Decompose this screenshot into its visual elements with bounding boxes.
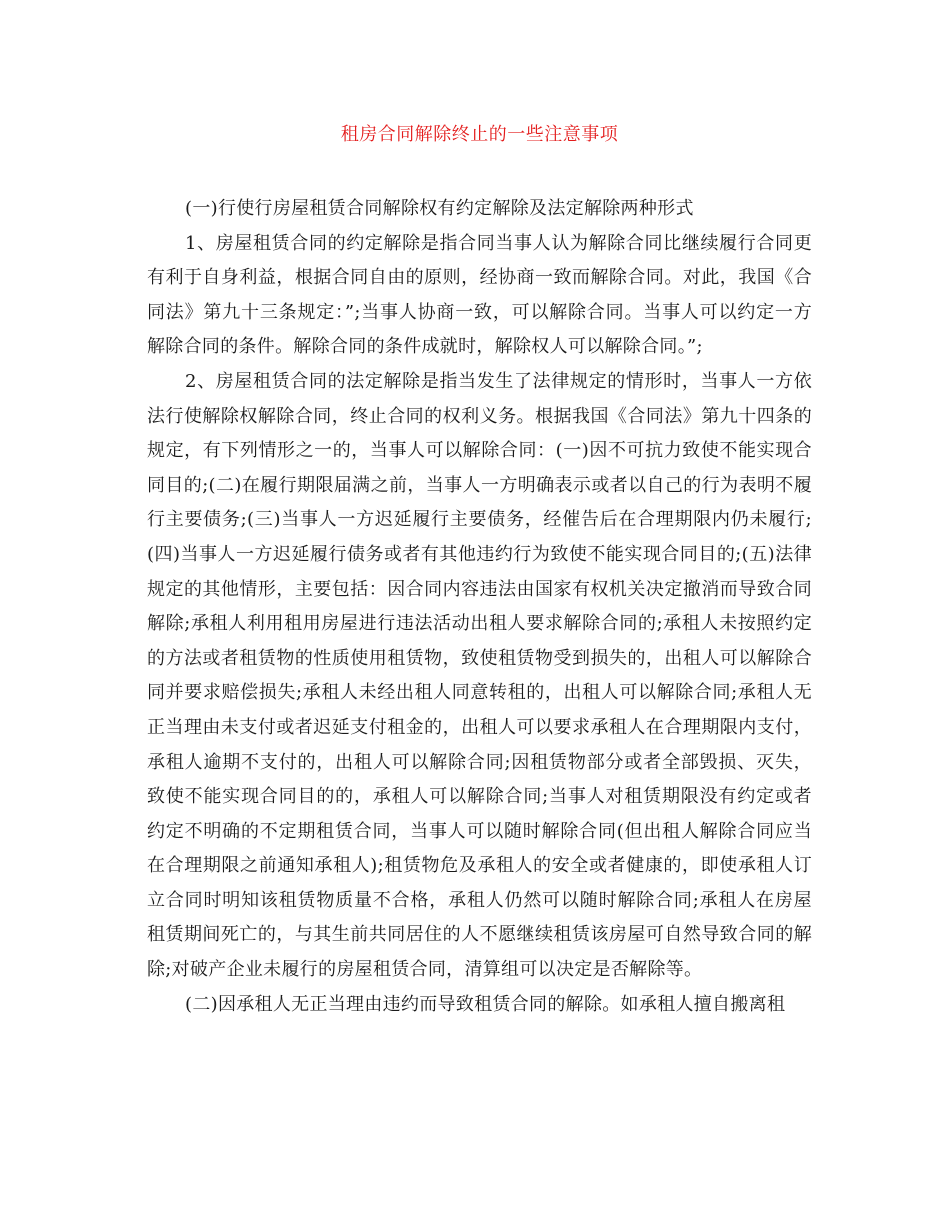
paragraph-tenant-breach: (二)因承租人无正当理由违约而导致租赁合同的解除。如承租人擅自搬离租	[185, 993, 786, 1015]
document-body	[147, 192, 812, 1022]
paragraph-forms-of-termination: (一)行使行房屋租赁合同解除权有约定解除及法定解除两种形式	[185, 198, 694, 219]
paragraph-agreed-termination: 1、房屋租赁合同的约定解除是指合同当事人认为解除合同比继续履行合同更有利于自身利益，根据合同自由的原则，经协商一致而解除合同。对此，我国《合同法》第九十三条规定：”;当事人协商一致，可以解除合同。当事人可以约定一方解除合同的条件。解除合同的条件成就时，解除权人可以解除合同。”;	[147, 232, 812, 358]
document-title: 租房合同解除终止的一些注意事项	[340, 124, 619, 145]
paragraph-statutory-termination: 2、房屋租赁合同的法定解除是指当发生了法律规定的情形时，当事人一方依法行使解除权解除合同，终止合同的权利义务。根据我国《合同法》第九十四条的规定，有下列情形之一的，当事人可以解除合同：(一)因不可抗力致使不能实现合同目的;(二)在履行期限届满之前，当事人一方明确表示或者以自己的行为表明不履行主要债务;(三)当事人一方迟延履行主要债务，经催告后在合理期限内仍未履行;(四)当事人一方迟延履行债务或者有其他违约行为致使不能实现合同目的;(五)法律规定的其他情形，主要包括：因合同内容违法由国家有权机关决定撤消而导致合同解除;承租人利用租用房屋进行违法活动出租人要求解除合同的;承租人未按照约定的方法或者租赁物的性质使用租赁物，致使租赁物受到损失的，出租人可以解除合同并要求赔偿损失;承租人未经出租人同意转租的，出租人可以解除合同;承租人无正当理由未支付或者迟延支付租金的，出租人可以要求承租人在合理期限内支付，承租人逾期不支付的，出租人可以解除合同;因租赁物部分或者全部毁损、灭失，致使不能实现合同目的的，承租人可以解除合同;当事人对租赁期限没有约定或者约定不明确的不定期租赁合同，当事人可以随时解除合同(但出租人解除合同应当在合理期限之前通知承租人);租赁物危及承租人的安全或者健康的，即使承租人订立合同时明知该租赁物质量不合格，承租人仍然可以随时解除合同;承租人在房屋租赁期间死亡的，与其生前共同居住的人不愿继续租赁该房屋可自然导致合同的解除;对破产企业未履行的房屋租赁合同，清算组可以决定是否解除等。	[147, 370, 812, 981]
